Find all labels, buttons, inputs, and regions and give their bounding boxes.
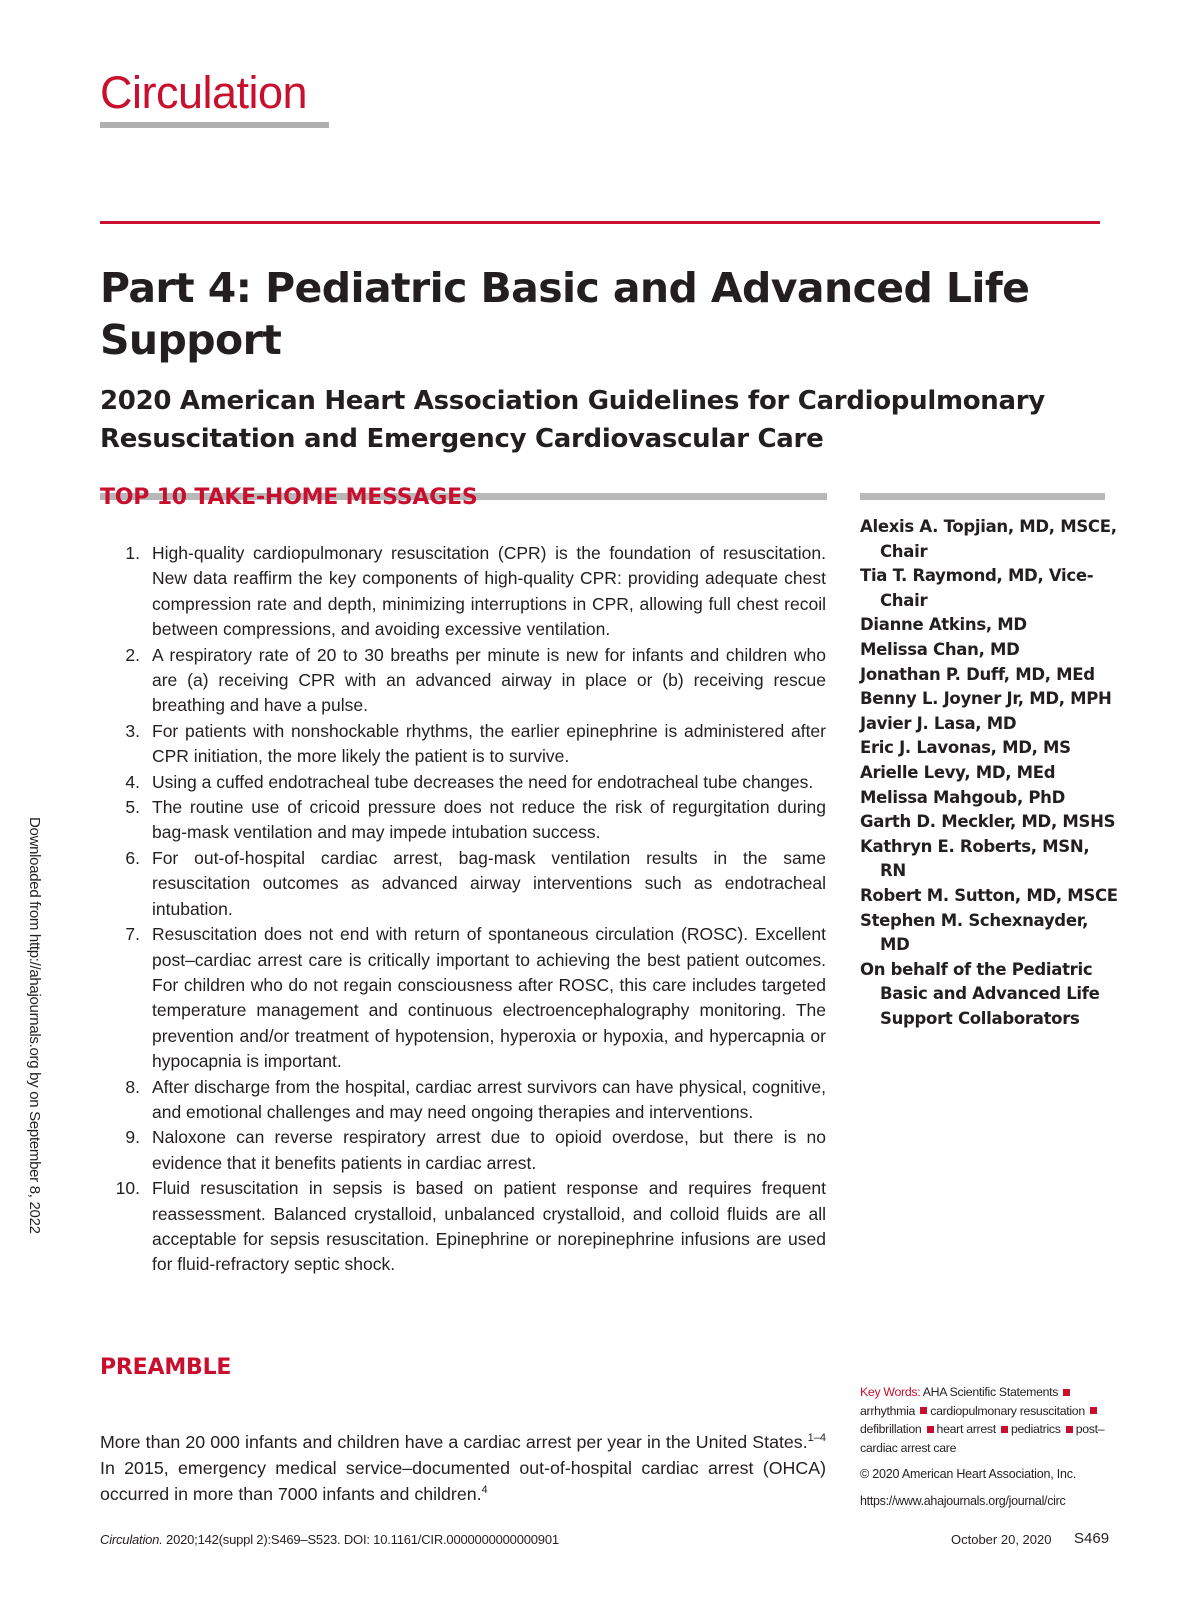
message-number: 8. (125, 1076, 140, 1097)
footer-citation (100, 1532, 559, 1547)
message-number: 10. (115, 1178, 140, 1199)
message-text: For out-of-hospital cardiac arrest, bag-mask ventilation results in the same resuscitation outcomes as advanced airway interventions such as endotracheal intubation. (152, 847, 826, 919)
message-text: A respiratory rate of 20 to 30 breaths per minute is new for infants and children who are (a) receiving CPR with an advanced airway in place or (b) receiving rescue breathing and have a pulse. (152, 644, 826, 716)
author-list (860, 515, 1120, 1031)
message-number: 2. (125, 644, 140, 665)
journal-logo: Circulation (100, 67, 308, 118)
author-name: Javier J. Lasa, MD (860, 713, 1017, 733)
keyword[interactable]: defibrillation (860, 1422, 922, 1436)
author-name: Arielle Levy, MD, MEd (860, 762, 1056, 782)
citation-ref[interactable]: 4 (481, 1484, 488, 1497)
citation-ref[interactable]: 1–4 (807, 1432, 826, 1445)
top-messages-list (100, 541, 826, 1278)
message-text: After discharge from the hospital, cardiac arrest survivors can have physical, cognitive, and emotional challenges and may need ongoing therapies and interventions. (152, 1076, 826, 1122)
keyword[interactable]: AHA Scientific Statements (922, 1385, 1059, 1399)
preamble-text-1: More than 20 000 infants and children have a cardiac arrest per year in the United States. (100, 1432, 808, 1452)
message-number: 1. (125, 543, 140, 563)
keyword-separator-icon (920, 1407, 927, 1414)
journal-url[interactable]: https://www.ahajournals.org/journal/circ (860, 1494, 1066, 1508)
message-number: 9. (125, 1127, 140, 1148)
keyword[interactable]: heart arrest (936, 1422, 996, 1436)
take-home-message (100, 719, 826, 770)
message-text: Fluid resuscitation in sepsis is based on patient response and requires frequent reassessment. Balanced crystalloid, unbalanced crystalloid, and colloid fluids are all acceptable for sepsis resuscitation. Epinephrine or norepinephrine infusions are used for fluid-refractory septic shock. (152, 1178, 826, 1275)
keyword[interactable]: arrhythmia (860, 1403, 916, 1418)
author-name: Kathryn E. Roberts, MSN, RN (860, 836, 1090, 881)
author-name: Melissa Chan, MD (860, 639, 1020, 659)
take-home-message (100, 1125, 826, 1176)
take-home-message (100, 643, 826, 719)
take-home-message (100, 770, 826, 795)
message-number: 3. (125, 720, 140, 741)
article-title: Part 4: Pediatric Basic and Advanced Life Support (100, 264, 1030, 364)
message-text: Naloxone can reverse respiratory arrest due to opioid overdose, but there is no evidence that it benefits patients in cardiac arrest. (152, 1127, 826, 1173)
preamble-paragraph (100, 1429, 826, 1507)
keyword[interactable]: cardiopulmonary resuscitation (930, 1403, 1085, 1418)
message-text: Using a cuffed endotracheal tube decreases the need for endotracheal tube changes. (152, 771, 814, 792)
keywords-label: Key Words: (860, 1385, 921, 1399)
keywords-block (860, 1383, 1120, 1457)
message-number: 6. (125, 847, 140, 868)
author-name: Garth D. Meckler, MD, MSHS (860, 812, 1116, 832)
message-text: Resuscitation does not end with return of spontaneous circulation (ROSC). Excellent post–cardiac arrest care is critically important to achieving the best patient outcomes. For children who do not regain consciousness after ROSC, this care includes targeted temperature management and continuous electroencephalography monitoring. The prevention and/or treatment of hypotension, hyperoxia or hypoxia, and hypercapnia or hypocapnia is important. (152, 924, 826, 1072)
message-number: 7. (125, 924, 140, 945)
footer-citation-text: 2020;142(suppl 2):S469–S523. DOI: 10.1161/CIR.0000000000000901 (162, 1532, 559, 1547)
author-name: Eric J. Lavonas, MD, MS (860, 738, 1071, 758)
take-home-message (100, 1176, 826, 1278)
keyword-separator-icon (1090, 1407, 1097, 1414)
message-text: High-quality cardiopulmonary resuscitation (CPR) is the foundation of resuscitation. New data reaffirm the key components of high-quality CPR: providing adequate chest compression rate and depth, minimizing interruptions in CPR, allowing full chest recoil between compressions, and avoiding excessive ventilation. (152, 543, 826, 640)
article-subtitle: 2020 American Heart Association Guidelines for Cardiopulmonary Resuscitation and Emergency Cardiovascular Care (100, 386, 1045, 454)
message-number: 5. (125, 797, 140, 818)
message-number: 4. (125, 771, 140, 792)
keyword-separator-icon (1066, 1426, 1073, 1433)
footer-date: October 20, 2020 (951, 1532, 1052, 1547)
keyword-separator-icon (1001, 1426, 1008, 1433)
author-name: Robert M. Sutton, MD, MSCE (860, 885, 1118, 905)
download-stamp: Downloaded from http://ahajournals.org by on September 8, 2022 (26, 817, 43, 1234)
take-home-message (100, 541, 826, 643)
top-messages-heading: TOP 10 TAKE-HOME MESSAGES (100, 485, 478, 510)
author-name: Tia T. Raymond, MD, Vice-Chair (860, 566, 1094, 610)
author-name: Alexis A. Topjian, MD, MSCE, Chair (860, 517, 1117, 561)
author-name: Melissa Mahgoub, PhD (860, 787, 1065, 807)
take-home-message (100, 1075, 826, 1126)
footer-journal: Circulation. (100, 1532, 163, 1547)
author-name: Dianne Atkins, MD (860, 615, 1027, 635)
author-name: Benny L. Joyner Jr, MD, MPH (860, 689, 1112, 709)
sidebar-rule (860, 493, 1105, 500)
author-name: Jonathan P. Duff, MD, MEd (860, 664, 1095, 684)
keyword[interactable]: pediatrics (1010, 1422, 1061, 1436)
preamble-text-2: In 2015, emergency medical service–documented out-of-hospital cardiac arrest (OHCA) occurred in more than 7000 infants and children. (100, 1458, 826, 1504)
page-number: S469 (1074, 1530, 1110, 1547)
author-name: Stephen M. Schexnayder, MD (860, 910, 1089, 955)
take-home-message (100, 846, 826, 922)
take-home-message (100, 922, 826, 1074)
copyright-notice: © 2020 American Heart Association, Inc. (860, 1467, 1077, 1481)
keyword[interactable]: post–cardiac arrest care (860, 1422, 1105, 1455)
take-home-message (100, 795, 826, 846)
keyword-separator-icon (927, 1426, 934, 1433)
message-text: For patients with nonshockable rhythms, the earlier epinephrine is administered after CPR initiation, the more likely the patient is to survive. (152, 720, 826, 767)
keyword-separator-icon (1063, 1389, 1070, 1396)
author-name: On behalf of the Pediatric Basic and Advanced Life Support Collaborators (860, 959, 1100, 1028)
header-divider (100, 221, 1100, 224)
logo-underline (100, 122, 329, 128)
message-text: The routine use of cricoid pressure does not reduce the risk of regurgitation during bag-mask ventilation and may impede intubation success. (152, 797, 826, 843)
preamble-heading: PREAMBLE (100, 1355, 232, 1380)
